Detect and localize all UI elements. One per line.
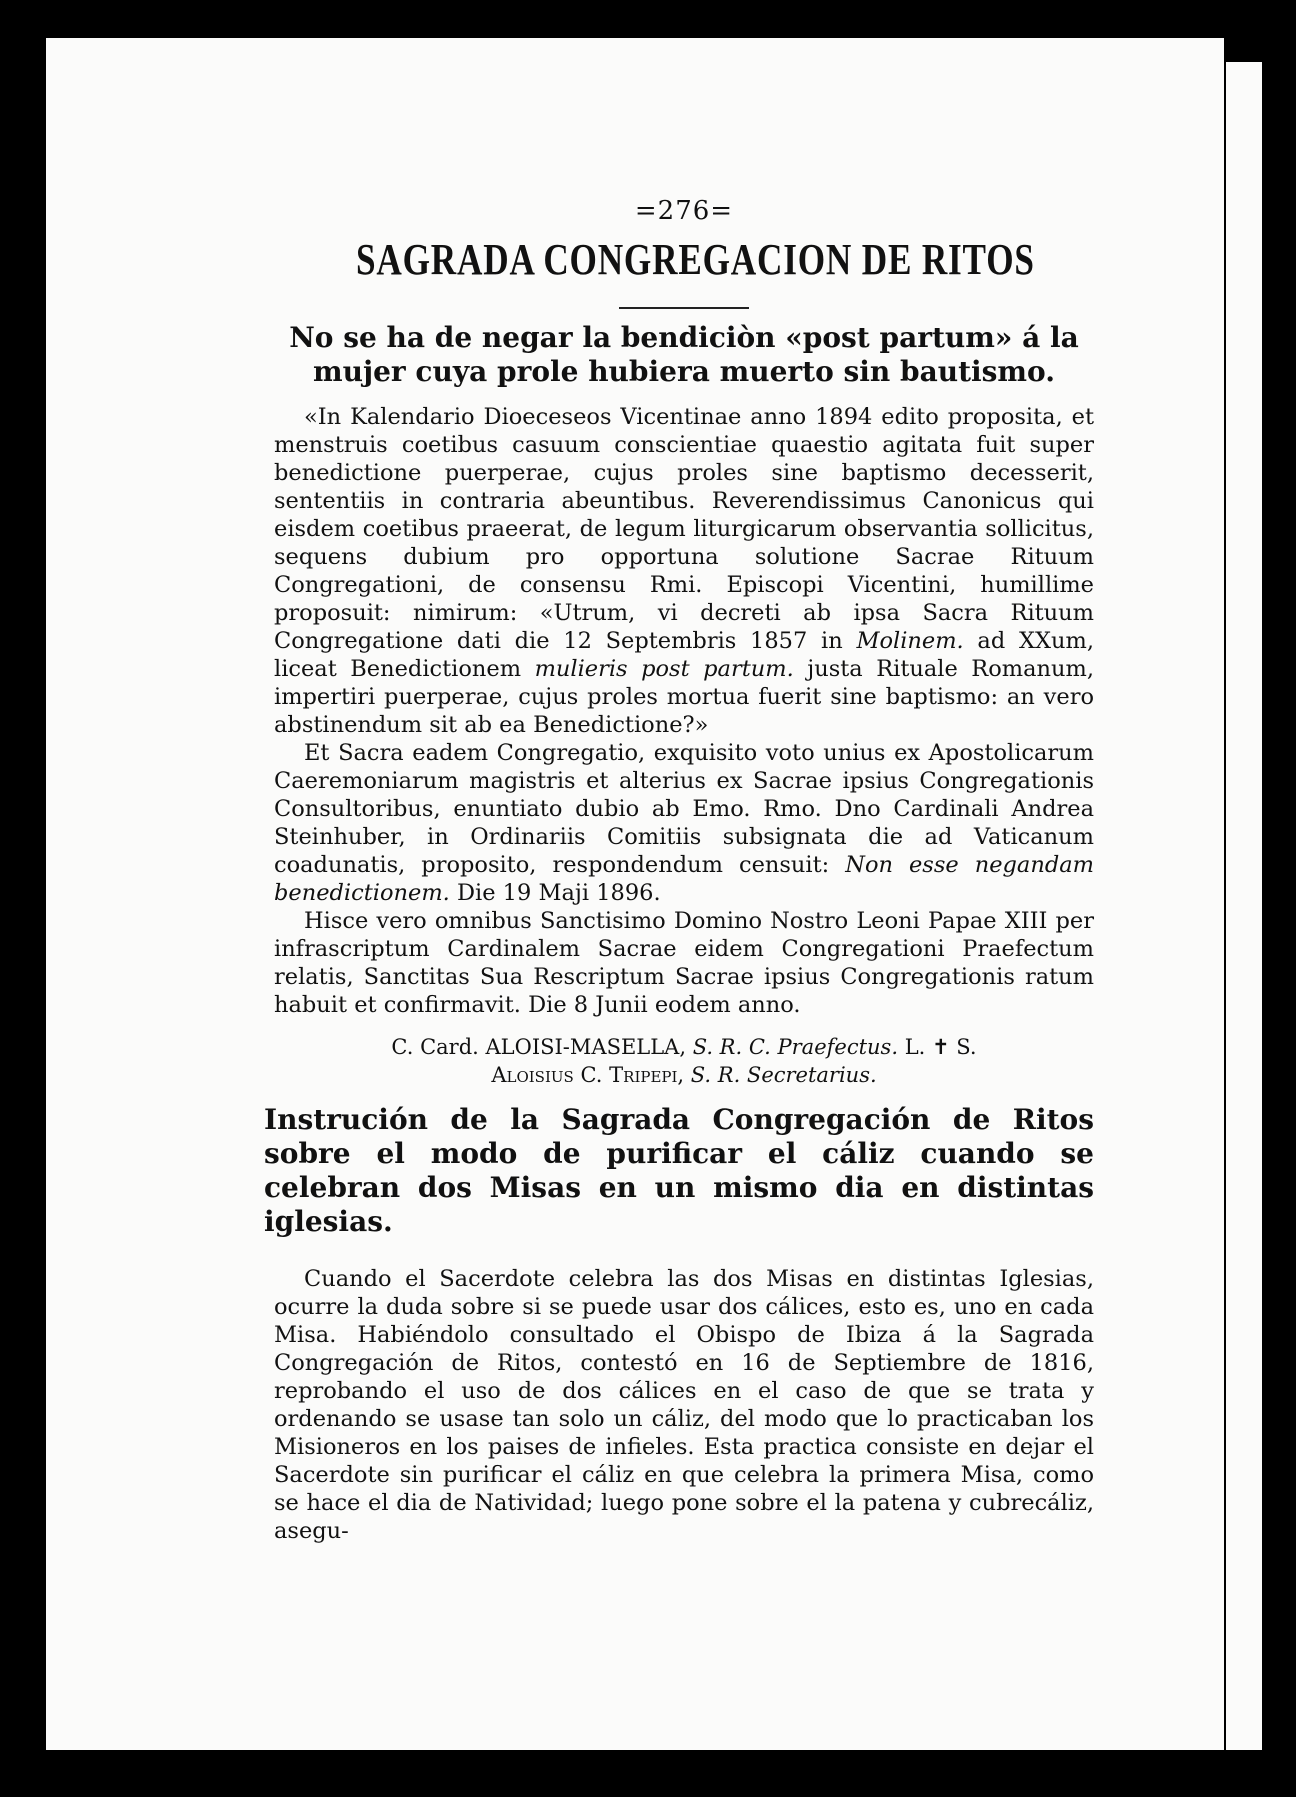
section-1-heading: No se ha de negar la bendiciòn «post partum» á la mujer cuya prole hubiera muerto sin bautismo. [289, 321, 1079, 388]
signature-prefect [274, 1033, 1094, 1061]
signature-name: C. Card. ALOISI-MASELLA, [391, 1035, 693, 1059]
page-number: =276= [634, 196, 734, 226]
paragraph-text: justa Rituale Romanum, impertiri puerperae, cujus proles mortua fuerit sine baptismo: an vero abstinendum sit ab ea Benedictione?» [274, 656, 1095, 738]
paragraph-text: Die 19 Maji 1896. [449, 880, 661, 906]
signature-title: S. R. C. Praefectus. [692, 1035, 899, 1059]
paragraph-text: Et Sacra eadem Congregatio, exquisito voto unius ex Apostolicarum Caeremoniarum magistris et alterius ex Sacrae ipsius Congregationis Consultoribus, enuntiato dubio ab Emo. Rmo. Dno Cardinali Andrea Steinhuber, in Ordinariis Comitiis subsignata die ad Vaticanum coadunatis, proposito, respondendum censuit: [274, 740, 1094, 878]
section-1-paragraph-1 [274, 403, 1094, 739]
title-divider [619, 307, 749, 309]
paragraph-text: ad XXum, liceat Benedictionem [274, 628, 1094, 682]
signature-secretary [274, 1061, 1094, 1089]
paragraph-text: «In Kalendario Dioeceseos Vicentinae anno 1894 edito proposita, et menstruis coetibus casuum conscientiae quaestio agitata fuit super benedictione puerperae, cujus proles sine baptismo decesserit, sententiis in contraria abeuntibus. Reverendissimus Canonicus qui eisdem coetibus praeerat, de legum liturgicarum observantia sollicitus, sequens dubium pro opportuna solutione Sacrae Rituum Congregationi, de consensu Rmi. Episcopi Vicentini, humillime proposuit: nimirum: «Utrum, vi decreti ab ipsa Sacra Rituum Congregatione dati die 12 Septembris 1857 in [274, 404, 1094, 654]
signature-title: S. R. Secretarius. [690, 1063, 877, 1087]
section-2-paragraph-1: Cuando el Sacerdote celebra las dos Misas en distintas Iglesias, ocurre la duda sobre si se puede usar dos cálices, esto es, uno en cada Misa. Habiéndolo consultado el Obispo de Ibiza á la Sagrada Congregación de Ritos, contestó en 16 de Septiembre de 1816, reprobando el uso de dos cálices en el caso de que se trata y ordenando se usase tan solo un cáliz, del modo que lo practicaban los Misioneros en los paises de infieles. Esta practica consiste en dejar el Sacerdote sin purificar el cáliz en que celebra la primera Misa, como se hace el dia de Natividad; luego pone sobre el la patena y cubrecáliz, asegu- [274, 1266, 1094, 1544]
page-content [264, 196, 1095, 1545]
seal-mark: L. ✝ S. [898, 1035, 977, 1059]
page-title: SAGRADA CONGREGACION DE RITOS [356, 235, 1035, 284]
italic-text: Non esse negandam benedictionem. [274, 852, 1094, 906]
italic-text: Molinem. [856, 628, 964, 654]
section-1-paragraph-3: Hisce vero omnibus Sanctisimo Domino Nostro Leoni Papae XIII per infrascriptum Cardinalem Sacrae eidem Congregationi Praefectum relatis, Sanctitas Sua Rescriptum Sacrae ipsius Congregationis ratum habuit et confirmavit. Die 8 Junii eodem anno. [274, 908, 1094, 1018]
italic-text: mulieris post partum. [534, 656, 794, 682]
adjacent-page-edge [1226, 62, 1262, 1750]
section-1-paragraph-2 [274, 739, 1094, 907]
section-2-heading: Instrución de la Sagrada Congregación de Ritos sobre el modo de purificar el cáliz cuando se celebran dos Misas en un mismo dia en distintas iglesias. [264, 1103, 1094, 1238]
signature-name: Aloisius C. Tripepi, [491, 1063, 691, 1087]
